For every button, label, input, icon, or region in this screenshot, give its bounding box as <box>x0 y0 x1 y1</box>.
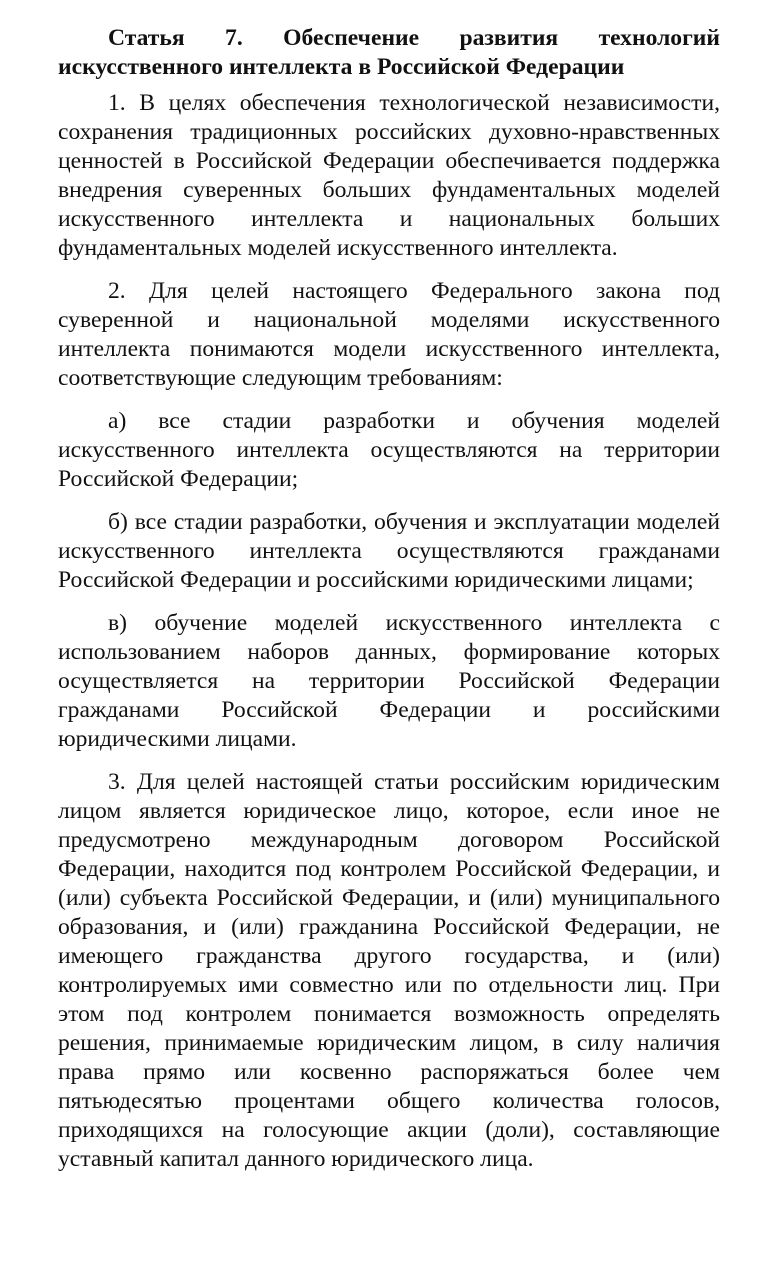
paragraph-2: 2. Для целей настоящего Федерального закона под суверенной и национальной моделями искусственного интеллекта понимаются модели искусственного интеллекта, соответствующие следующим требованиям: <box>58 278 720 391</box>
article-title: Статья 7. Обеспечение развития технологий искусственного интеллекта в Российской Федерации <box>58 25 720 80</box>
paragraph-1: 1. В целях обеспечения технологической независимости, сохранения традиционных российских духовно-нравственных ценностей в Российской Федерации обеспечивается поддержка внедрения суверенных больших фундаментальных моделей искусственного интеллекта и национальных больших фундаментальных моделей искусственного интеллекта. <box>58 90 720 261</box>
subparagraph-a: а) все стадии разработки и обучения моделей искусственного интеллекта осуществляются на территории Российской Федерации; <box>58 408 720 492</box>
document-page <box>58 24 720 1188</box>
subparagraph-v: в) обучение моделей искусственного интеллекта с использованием наборов данных, формирование которых осуществляется на территории Российской Федерации гражданами Российской Федерации и российскими юридическими лицами. <box>58 610 720 752</box>
paragraph-3: 3. Для целей настоящей статьи российским юридическим лицом является юридическое лицо, которое, если иное не предусмотрено международным договором Российской Федерации, находится под контролем Российской Федерации, и (или) субъекта Российской Федерации, и (или) муниципального образования, и (или) гражданина Российской Федерации, не имеющего гражданства другого государства, и (или) контролируемых ими совместно или по отдельности лиц. При этом под контролем понимается возможность определять решения, принимаемые юридическим лицом, в силу наличия права прямо или косвенно распоряжаться более чем пятьюдесятью процентами общего количества голосов, приходящихся на голосующие акции (доли), составляющие уставный капитал данного юридического лица. <box>58 769 720 1172</box>
subparagraph-b: б) все стадии разработки, обучения и эксплуатации моделей искусственного интеллекта осуществляются гражданами Российской Федерации и российскими юридическими лицами; <box>58 509 720 593</box>
